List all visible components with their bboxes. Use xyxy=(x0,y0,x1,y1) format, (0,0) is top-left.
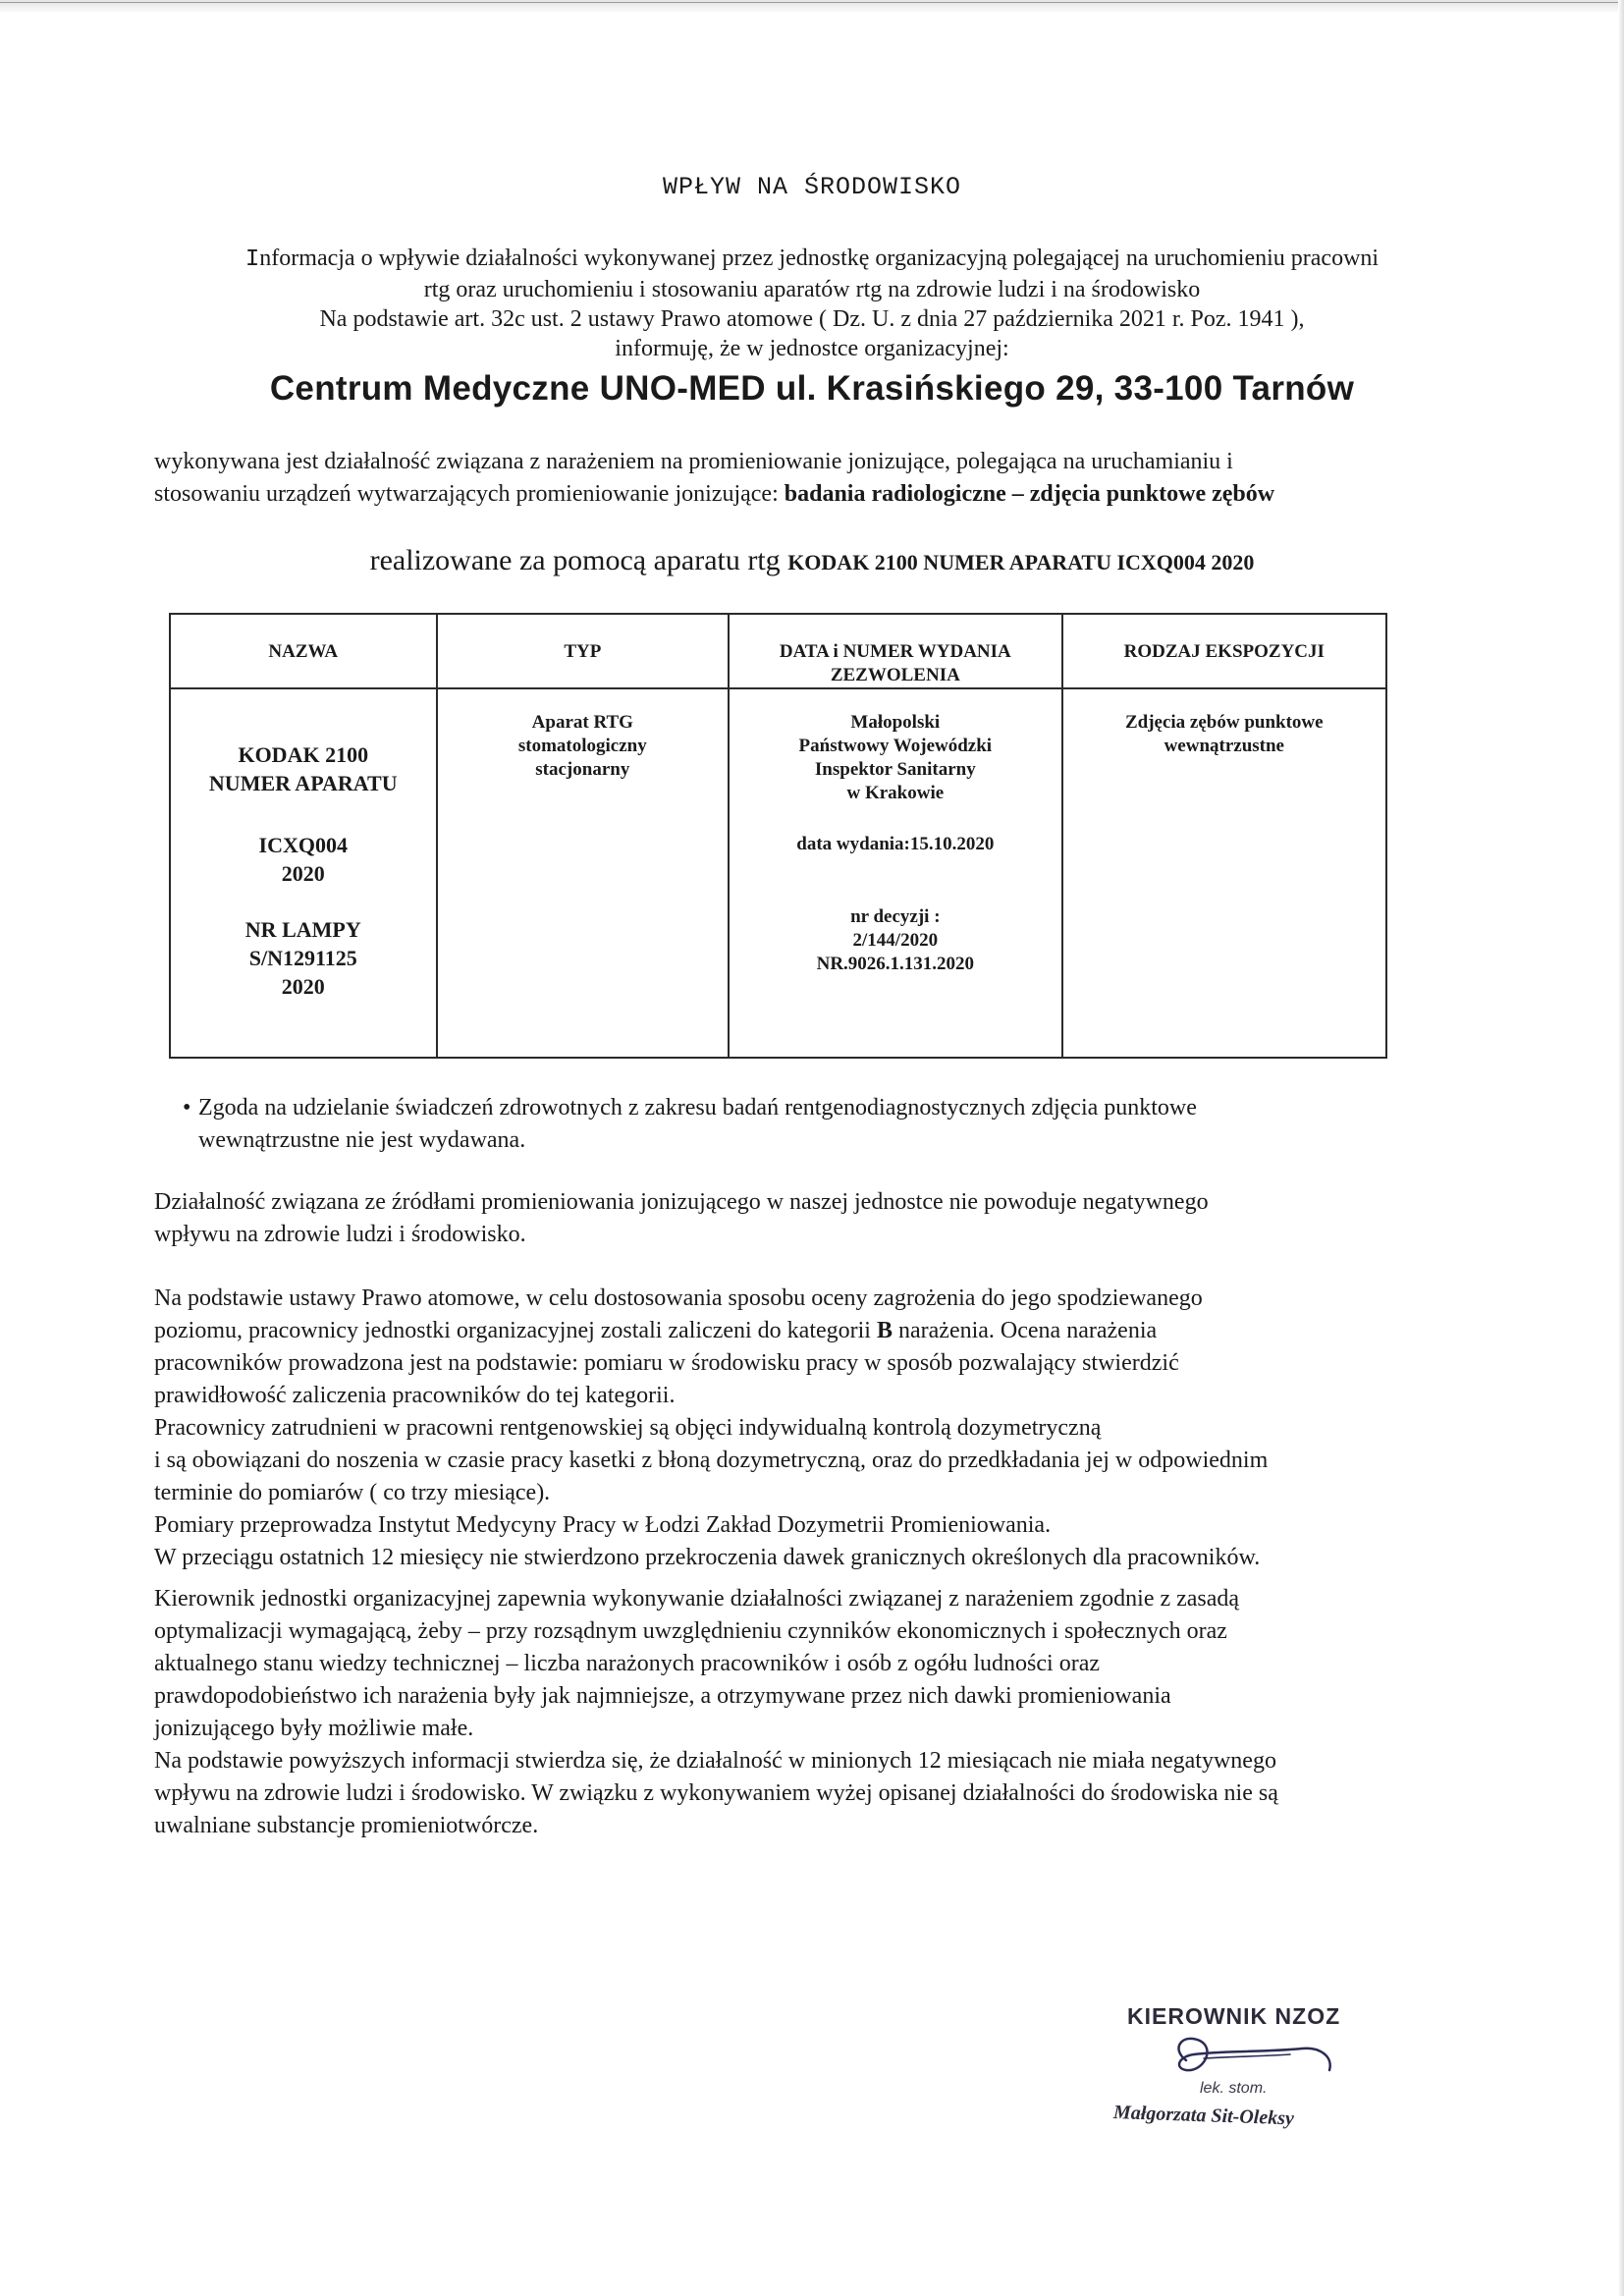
data-line-3: Inspektor Sanitarny xyxy=(814,759,976,780)
cell-data xyxy=(729,688,1061,1058)
company-heading: Centrum Medyczne UNO-MED ul. Krasińskiego 29, 33-100 Tarnów xyxy=(269,369,1355,408)
p3-line-4: prawdopodobieństwo ich narażenia były jak najmniejsze, a otrzymywane przez nich dawki promieniowania xyxy=(154,1683,1171,1709)
data-line-6: nr decyzji : xyxy=(850,906,941,927)
p2-line-8: Pomiary przeprowadza Instytut Medycyny Pracy w Łodzi Zakład Dozymetrii Promieniowania. xyxy=(154,1512,1052,1538)
paragraph-1 xyxy=(154,1186,1489,1251)
activity-line-2-bold: badania radiologiczne – zdjęcia punktowe zębów xyxy=(784,481,1275,507)
p3-line-7: wpływu na zdrowie ludzi i środowisko. W związku z wykonywaniem wyżej opisanej działalności do środowiska nie są xyxy=(154,1780,1278,1806)
nazwa-line-6: S/N1291125 xyxy=(248,946,357,970)
p2-line-5: Pracownicy zatrudnieni w pracowni rentgenowskiej są objęci indywidualną kontrolą dozymetryczną xyxy=(154,1415,1102,1441)
p1-line-1: Działalność związana ze źródłami promieniowania jonizującego w naszej jednostce nie powoduje negatywnego xyxy=(154,1189,1209,1215)
activity-line-2-prefix: stosowaniu urządzeń wytwarzających promieniowanie jonizujące: xyxy=(154,481,785,507)
p2-line-2-bold: B xyxy=(876,1318,893,1343)
nazwa-line-2: NUMER APARATU xyxy=(208,771,398,795)
nazwa-line-5: NR LAMPY xyxy=(244,917,361,942)
data-line-8: NR.9026.1.131.2020 xyxy=(816,954,975,974)
signature-stamp xyxy=(1106,1995,1390,2153)
intro-line-2: rtg oraz uruchomieniu i stosowaniu aparatów rtg na zdrowie ludzi i na środowisko xyxy=(423,277,1201,302)
rodzaj-line-1: Zdjęcia zębów punktowe xyxy=(1124,712,1324,733)
data-line-7: 2/144/2020 xyxy=(852,930,939,951)
data-line-5: data wydania:15.10.2020 xyxy=(796,834,995,854)
stamp-title: KIEROWNIK NZOZ xyxy=(1127,2003,1341,2029)
bullet-line-1: Zgoda na udzielanie świadczeń zdrowotnych z zakresu badań rentgenodiagnostycznych zdjęcia punktowe xyxy=(198,1095,1197,1121)
paragraph-3 xyxy=(154,1583,1489,1842)
cell-typ xyxy=(437,688,730,1058)
stamp-name: Małgorzata Sit-Oleksy xyxy=(1112,2102,1295,2130)
intro-first-letter: I xyxy=(244,246,260,273)
permits-table xyxy=(169,613,1387,1059)
device-line xyxy=(0,544,1624,577)
data-line-2: Państwowy Wojewódzki xyxy=(798,736,993,756)
nazwa-line-1: KODAK 2100 xyxy=(238,742,369,767)
activity-line-1: wykonywana jest działalność związana z narażeniem na promieniowanie jonizujące, polegająca na uruchamianiu i xyxy=(154,449,1233,474)
p2-line-7: terminie do pomiarów ( co trzy miesiące). xyxy=(154,1480,551,1505)
p2-line-9: W przeciągu ostatnich 12 miesięcy nie stwierdzono przekroczenia dawek granicznych określonych dla pracowników. xyxy=(154,1545,1261,1570)
p2-line-3: pracowników prowadzona jest na podstawie: pomiaru w środowisku pracy w sposób pozwalający stwierdzić xyxy=(154,1350,1179,1376)
header-data: DATA i NUMER WYDANIA ZEZWOLENIA xyxy=(729,614,1061,688)
p2-line-6: i są obowiązani do noszenia w czasie pracy kasetki z błoną dozymetryczną, oraz do przedkładania jej w odpowiednim xyxy=(154,1448,1269,1473)
intro-line-1-text: nformacja o wpływie działalności wykonywanej przez jednostkę organizacyjną polegającej na uruchomieniu pracowni xyxy=(259,246,1380,271)
scan-right-edge xyxy=(1618,0,1624,2296)
rodzaj-line-2: wewnątrzustne xyxy=(1164,736,1284,756)
p3-line-8: uwalniane substancje promieniotwórcze. xyxy=(154,1813,539,1838)
p3-line-2: optymalizacji wymagającą, żeby – przy rozsądnym uwzględnieniu czynników ekonomicznych i społecznych oraz xyxy=(154,1618,1227,1644)
table-row xyxy=(170,688,1386,1058)
activity-text xyxy=(154,446,1489,511)
p1-line-2: wpływu na zdrowie ludzi i środowisko. xyxy=(154,1222,526,1247)
table-header-row xyxy=(170,614,1386,688)
typ-line-3: stacjonarny xyxy=(535,759,630,780)
bullet-text xyxy=(198,1092,1197,1157)
scan-top-line xyxy=(0,2,1624,3)
paragraph-2 xyxy=(154,1283,1489,1574)
p3-line-3: aktualnego stanu wiedzy technicznej – liczba narażonych pracowników i osób z ogółu ludności oraz xyxy=(154,1651,1100,1676)
p2-line-4: prawidłowość zaliczenia pracowników do tej kategorii. xyxy=(154,1383,676,1408)
nazwa-line-4: 2020 xyxy=(281,861,325,886)
header-nazwa: NAZWA xyxy=(170,614,437,688)
device-line-prefix: realizowane za pomocą aparatu rtg xyxy=(369,544,788,576)
p2-line-2 xyxy=(154,1315,1489,1347)
intro-line-3: Na podstawie art. 32c ust. 2 ustawy Prawo atomowe ( Dz. U. z dnia 27 października 2021 r. Poz. 1941 ), xyxy=(319,306,1305,332)
document-title: WPŁYW NA ŚRODOWISKO xyxy=(662,173,962,201)
cell-rodzaj xyxy=(1062,688,1386,1058)
p2-line-1: Na podstawie ustawy Prawo atomowe, w celu dostosowania sposobu oceny zagrożenia do jego spodziewanego xyxy=(154,1285,1203,1311)
header-rodzaj: RODZAJ EKSPOZYCJI xyxy=(1062,614,1386,688)
intro-block xyxy=(147,244,1477,363)
data-line-4: w Krakowie xyxy=(846,783,945,803)
bullet-line-2: wewnątrzustne nie jest wydawana. xyxy=(198,1127,526,1153)
p2-line-2-suffix: narażenia. Ocena narażenia xyxy=(893,1318,1158,1343)
p2-line-2-prefix: poziomu, pracownicy jednostki organizacyjnej zostali zaliczeni do kategorii xyxy=(154,1318,877,1343)
header-typ: TYP xyxy=(437,614,730,688)
intro-line-4: informuję, że w jednostce organizacyjnej: xyxy=(615,336,1009,361)
cell-nazwa xyxy=(170,688,437,1058)
stamp-role: lek. stom. xyxy=(1200,2080,1268,2097)
p3-line-5: jonizującego były możliwie małe. xyxy=(154,1716,474,1741)
activity-line-2 xyxy=(154,478,1489,511)
device-line-bold: KODAK 2100 NUMER APARATU ICXQ004 2020 xyxy=(787,550,1255,574)
typ-line-1: Aparat RTG xyxy=(531,712,633,733)
intro-line-1 xyxy=(147,244,1477,275)
nazwa-line-3: ICXQ004 xyxy=(258,833,348,857)
nazwa-line-7: 2020 xyxy=(281,974,325,999)
data-line-1: Małopolski xyxy=(850,712,941,733)
p3-line-1: Kierownik jednostki organizacyjnej zapewnia wykonywanie działalności związanej z narażeniem zgodnie z zasadą xyxy=(154,1586,1240,1612)
typ-line-2: stomatologiczny xyxy=(517,736,647,756)
bullet-dot-icon: • xyxy=(183,1095,191,1121)
p3-line-6: Na podstawie powyższych informacji stwierdza się, że działalność w minionych 12 miesiącach nie miała negatywnego xyxy=(154,1748,1276,1774)
